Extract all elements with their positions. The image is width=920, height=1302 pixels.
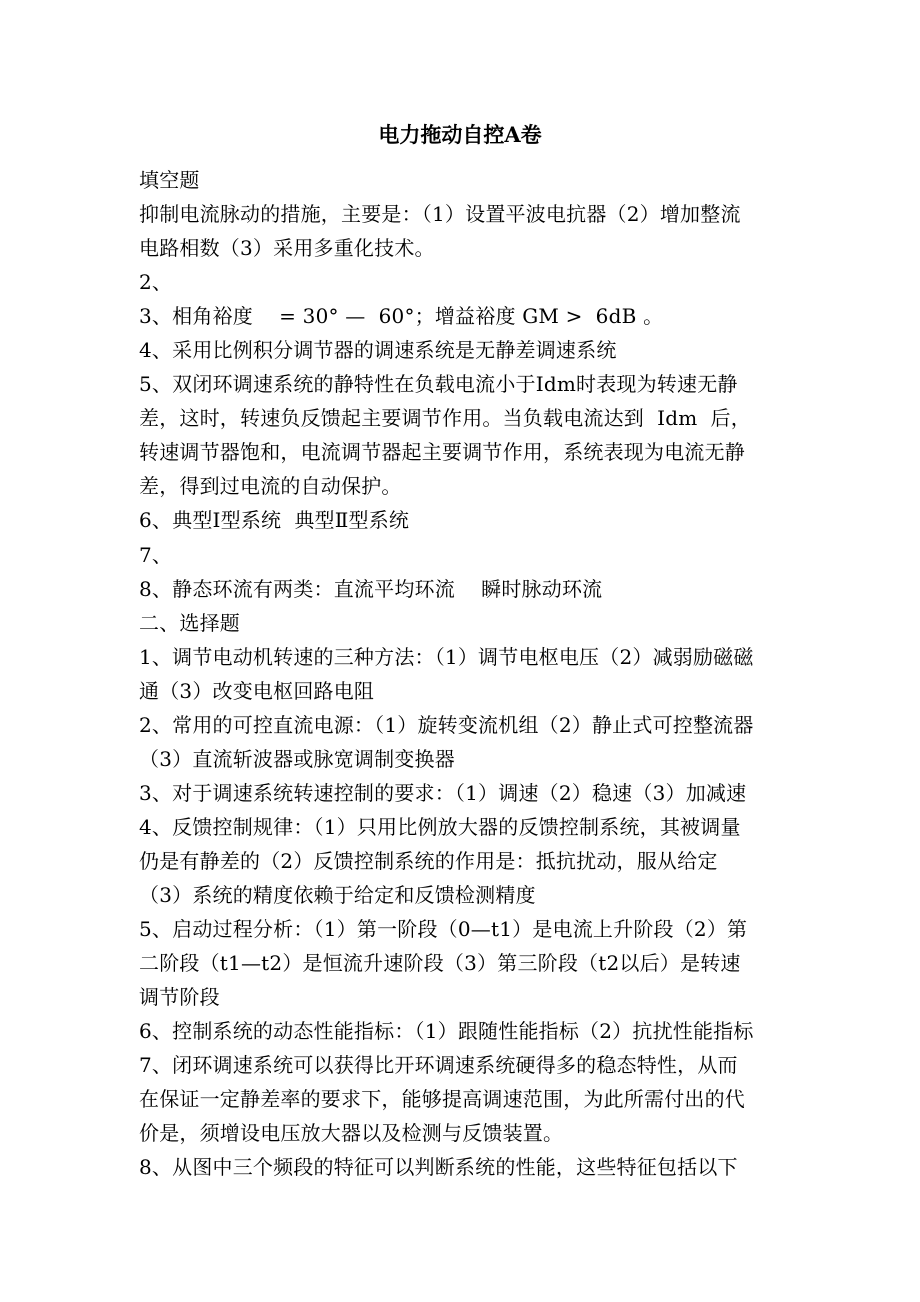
text-line: 5、启动过程分析：（1）第一阶段（0—t1）是电流上升阶段（2）第	[139, 917, 748, 942]
text-line: 2、常用的可控直流电源：（1）旋转变流机组（2）静止式可控整流器	[139, 712, 754, 737]
text-line: （3）直流斩波器或脉宽调制变换器	[139, 746, 455, 771]
text-line: 6、控制系统的动态性能指标：（1）跟随性能指标（2）抗扰性能指标	[139, 1019, 754, 1044]
document-body	[139, 163, 789, 1184]
text-line: 价是，须增设电压放大器以及检测与反馈装置。	[139, 1121, 564, 1146]
text-line: 7、闭环调速系统可以获得比开环调速系统硬得多的稳态特性，从而	[139, 1053, 738, 1078]
text-line: 二阶段（t1—t2）是恒流升速阶段（3）第三阶段（t2以后）是转速	[139, 951, 741, 976]
text-line: 差，这时，转速负反馈起主要调节作用。当负载电流达到 Idm 后，	[139, 406, 751, 431]
text-line: 转速调节器饱和，电流调节器起主要调节作用，系统表现为电流无静	[139, 440, 745, 465]
text-line: 调节阶段	[139, 985, 220, 1010]
text-line: 3、对于调速系统转速控制的要求：（1）调速（2）稳速（3）加减速	[139, 780, 747, 805]
text-line: 3、相角裕度 = 30° — 60°；增益裕度 GM > 6dB 。	[139, 304, 664, 329]
document-title: 电力拖动自控A卷	[378, 122, 542, 147]
text-line: 8、静态环流有两类：直流平均环流 瞬时脉动环流	[139, 576, 603, 601]
text-line: 8、从图中三个频段的特征可以判断系统的性能，这些特征包括以下	[139, 1155, 738, 1180]
text-line: 6、典型Ⅰ型系统 典型Ⅱ型系统	[139, 508, 410, 533]
text-line: 4、反馈控制规律：（1）只用比例放大器的反馈控制系统，其被调量	[139, 814, 741, 839]
text-line: 7、	[139, 542, 173, 567]
text-line: 电路相数（3）采用多重化技术。	[139, 236, 435, 261]
text-line: 填空题	[139, 168, 200, 192]
text-line: 通（3）改变电枢回路电阻	[139, 678, 375, 703]
text-line: （3）系统的精度依赖于给定和反馈检测精度	[139, 882, 536, 907]
text-line: 在保证一定静差率的要求下，能够提高调速范围，为此所需付出的代	[139, 1087, 745, 1112]
section-heading: 二、选择题	[139, 610, 240, 635]
text-line: 仍是有静差的（2）反馈控制系统的作用是：抵抗扰动，服从给定	[139, 848, 718, 873]
text-line: 4、采用比例积分调节器的调速系统是无静差调速系统	[139, 338, 617, 363]
text-line: 2、	[139, 270, 173, 295]
text-line: 1、调节电动机转速的三种方法：（1）调节电枢电压（2）减弱励磁磁	[139, 644, 754, 669]
text-line: 抑制电流脉动的措施，主要是：（1）设置平波电抗器（2）增加整流	[139, 202, 741, 227]
text-line: 差，得到过电流的自动保护。	[139, 474, 402, 499]
text-line: 5、双闭环调速系统的静特性在负载电流小于Idm时表现为转速无静	[139, 372, 738, 397]
